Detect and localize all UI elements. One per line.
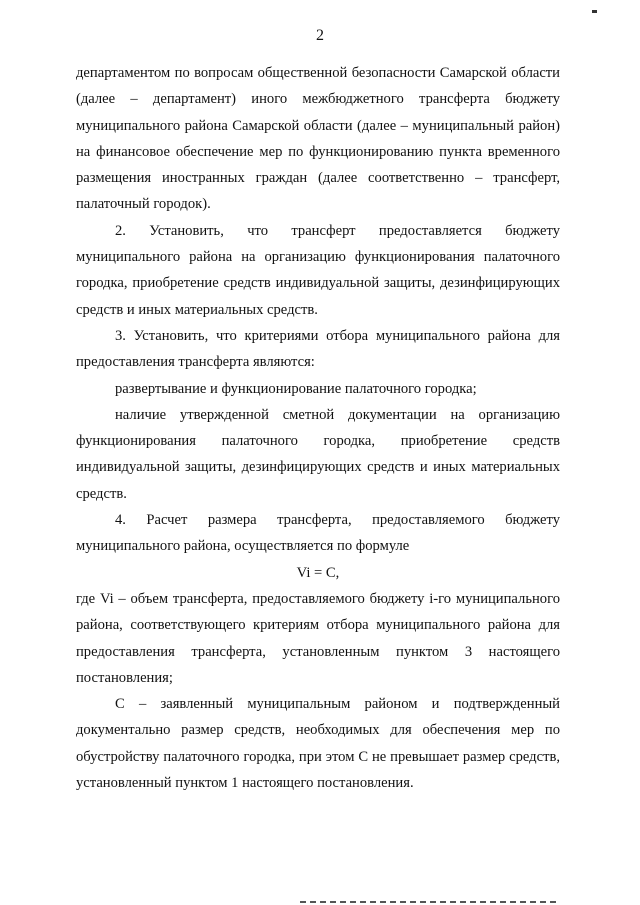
paragraph-1-continuation: департаментом по вопросам общественной безопасности Самарской области (далее – департамент) иного межбюджетного трансферта бюджету муниципального района Самарской области (далее – муниципальный район) на финансовое обеспечение мер по функционированию пункта временного размещения иностранных граждан (далее соответственно – трансферт, палаточный городок). xyxy=(76,65,560,213)
page-number: 2 xyxy=(316,27,324,44)
scan-edge-artifact xyxy=(300,901,560,903)
scan-speck xyxy=(592,10,597,13)
criterion-1: развертывание и функционирование палаточного городка; xyxy=(115,380,477,397)
paragraph-3: 3. Установить, что критериями отбора муниципального района для предоставления трансферта являются: xyxy=(76,327,560,371)
paragraph-4: 4. Расчет размера трансферта, предоставляемого бюджету муниципального района, осуществляется по формуле xyxy=(76,512,560,555)
paragraph-2: 2. Установить, что трансферт предоставляется бюджету муниципального района на организацию функционирования палаточного городка, приобретение средств индивидуальной защиты, дезинфицирующих средств и иных материальных средств. xyxy=(76,222,560,318)
criterion-2: наличие утвержденной сметной документации на организацию функционирования палаточного городка, приобретение средств индивидуальной защиты, дезинфицирующих средств и иных материальных средств. xyxy=(76,406,560,502)
document-body xyxy=(76,60,560,796)
formula: Vi = C, xyxy=(296,564,340,581)
formula-definition-vi: где Vi – объем трансферта, предоставляемого бюджету i-го муниципального района, соответствующего критериям отбора муниципального района для предоставления трансферта, установленным пунктом 3 настоящего постановления; xyxy=(76,590,560,686)
formula-definition-c: C – заявленный муниципальным районом и подтвержденный документально размер средств, необходимых для обеспечения мер по обустройству палаточного городка, при этом C не превышает размер средств, установленный пунктом 1 настоящего постановления. xyxy=(76,696,560,792)
